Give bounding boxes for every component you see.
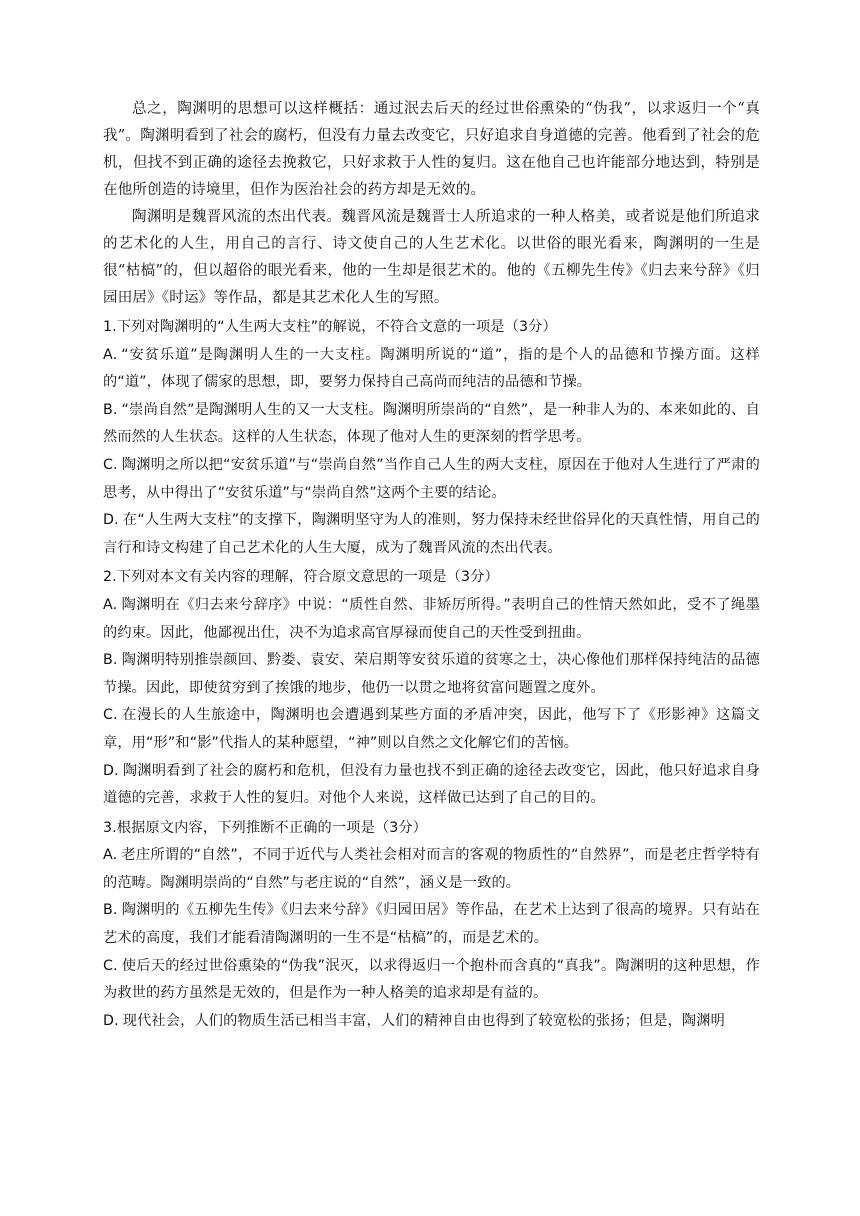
question-1-option-c <box>103 452 760 507</box>
option-text: 陶渊明之所以把“安贫乐道”与“崇尚自然”当作自己人生的两大支柱，原因在于他对人生进行了严肃的思考，从中得出了“安贫乐道”与“崇尚自然”这两个主要的结论。 <box>103 456 760 501</box>
question-1-option-d <box>103 507 760 562</box>
option-letter: A. <box>103 847 118 864</box>
option-letter: D. <box>103 1012 119 1029</box>
question-1 <box>103 314 760 562</box>
passage-paragraph-1: 总之，陶渊明的思想可以这样概括：通过泯去后天的经过世俗熏染的“伪我”，以求返归一个“真我”。陶渊明看到了社会的腐朽，但没有力量去改变它，只好追求自身道德的完善。他看到了社会的危机，但找不到正确的途径去挽救它，只好求救于人性的复归。这在他自己也许能部分地达到，特别是在他所创造的诗境里，但作为医治社会的药方却是无效的。 <box>103 101 760 198</box>
option-letter: A. <box>103 596 118 613</box>
option-letter: C. <box>103 957 118 974</box>
question-2-option-a <box>103 592 760 647</box>
option-text: “安贫乐道”是陶渊明人生的一大支柱。陶渊明所说的“道”，指的是个人的品德和节操方面。这样的“道”，体现了儒家的思想，即，要努力保持自己高尚而纯洁的品德和节操。 <box>103 346 760 391</box>
question-1-option-b <box>103 397 760 452</box>
option-letter: C. <box>103 707 118 724</box>
option-text: 陶渊明特别推崇颜回、黔娄、袁安、荣启期等安贫乐道的贫寒之士，决心像他们那样保持纯洁的品德节操。因此，即使贫穷到了挨饿的地步，他仍一以贯之地将贫富问题置之度外。 <box>103 652 760 696</box>
question-3-option-d <box>103 1008 760 1036</box>
option-letter: B. <box>103 652 118 669</box>
option-letter: D. <box>103 762 119 779</box>
question-2-stem: 2.下列对本文有关内容的理解，符合原文意思的一项是（3分） <box>103 569 499 586</box>
option-text: 老庄所谓的“自然”，不同于近代与人类社会相对而言的客观的物质性的“自然界”，而是老庄哲学特有的范畴。陶渊明崇尚的“自然”与老庄说的“自然”，涵义是一致的。 <box>103 847 760 891</box>
option-letter: B. <box>103 902 118 919</box>
question-1-stem: 1.下列对陶渊明的“人生两大支柱”的解说，不符合文意的一项是（3分） <box>103 319 557 335</box>
question-3-option-a <box>103 842 760 897</box>
option-text: 在漫长的人生旅途中，陶渊明也会遭遇到某些方面的矛盾冲突，因此，他写下了《形影神》这篇文章，用“形”和“影”代指人的某种愿望，“神”则以自然之文化解它们的苦恼。 <box>103 707 760 751</box>
option-text: 陶渊明看到了社会的腐朽和危机，但没有力量也找不到正确的途径去改变它，因此，他只好追求自身道德的完善，求救于人性的复归。对他个人来说，这样做已达到了自己的目的。 <box>103 762 760 807</box>
question-1-option-a <box>103 342 760 397</box>
question-3-option-c <box>103 953 760 1008</box>
question-3-stem: 3.根据原文内容，下列推断不正确的一项是（3分） <box>103 819 428 836</box>
option-text: 陶渊明的《五柳先生传》《归去来兮辞》《归园田居》等作品，在艺术上达到了很高的境界。只有站在艺术的高度，我们才能看清陶渊明的一生不是“枯槁”的，而是艺术的。 <box>103 902 760 947</box>
document-body <box>103 96 760 1035</box>
question-2-option-c <box>103 702 760 757</box>
option-letter: B. <box>103 401 118 418</box>
option-text: “崇尚自然”是陶渊明人生的又一大支柱。陶渊明所崇尚的“自然”，是一种非人为的、本来如此的、自然而然的人生状态。这样的人生状态，体现了他对人生的更深刻的哲学思考。 <box>103 401 760 446</box>
option-letter: A. <box>103 346 118 363</box>
option-text: 现代社会，人们的物质生活已相当丰富，人们的精神自由也得到了较宽松的张扬；但是，陶渊明 <box>122 1012 725 1029</box>
question-2-option-b <box>103 647 760 702</box>
question-2-option-d <box>103 758 760 813</box>
question-3 <box>103 815 760 1036</box>
passage-paragraph-2: 陶渊明是魏晋风流的杰出代表。魏晋风流是魏晋士人所追求的一种人格美，或者说是他们所追求的艺术化的人生，用自己的言行、诗文使自己的人生艺术化。以世俗的眼光看来，陶渊明的一生是很“枯槁”的，但以超俗的眼光看来，他的一生却是很艺术的。他的《五柳先生传》《归去来兮辞》《归园田居》《时运》等作品，都是其艺术化人生的写照。 <box>103 209 760 306</box>
option-text: 在“人生两大支柱”的支撑下，陶渊明坚守为人的准则，努力保持未经世俗异化的天真性情，用自己的言行和诗文构建了自己艺术化的人生大厦，成为了魏晋风流的杰出代表。 <box>103 512 760 556</box>
option-letter: C. <box>103 456 118 473</box>
option-text: 陶渊明在《归去来兮辞序》中说：“质性自然、非矫厉所得。”表明自己的性情天然如此，受不了绳墨的约束。因此，他鄙视出仕，决不为追求高官厚禄而使自己的天性受到扭曲。 <box>103 596 760 641</box>
option-letter: D. <box>103 512 119 529</box>
option-text: 使后天的经过世俗熏染的“伪我”泯灭，以求得返归一个抱朴而含真的“真我”。陶渊明的这种思想，作为救世的药方虽然是无效的，但是作为一种人格美的追求却是有益的。 <box>103 957 760 1002</box>
question-2 <box>103 564 760 812</box>
question-3-option-b <box>103 897 760 952</box>
